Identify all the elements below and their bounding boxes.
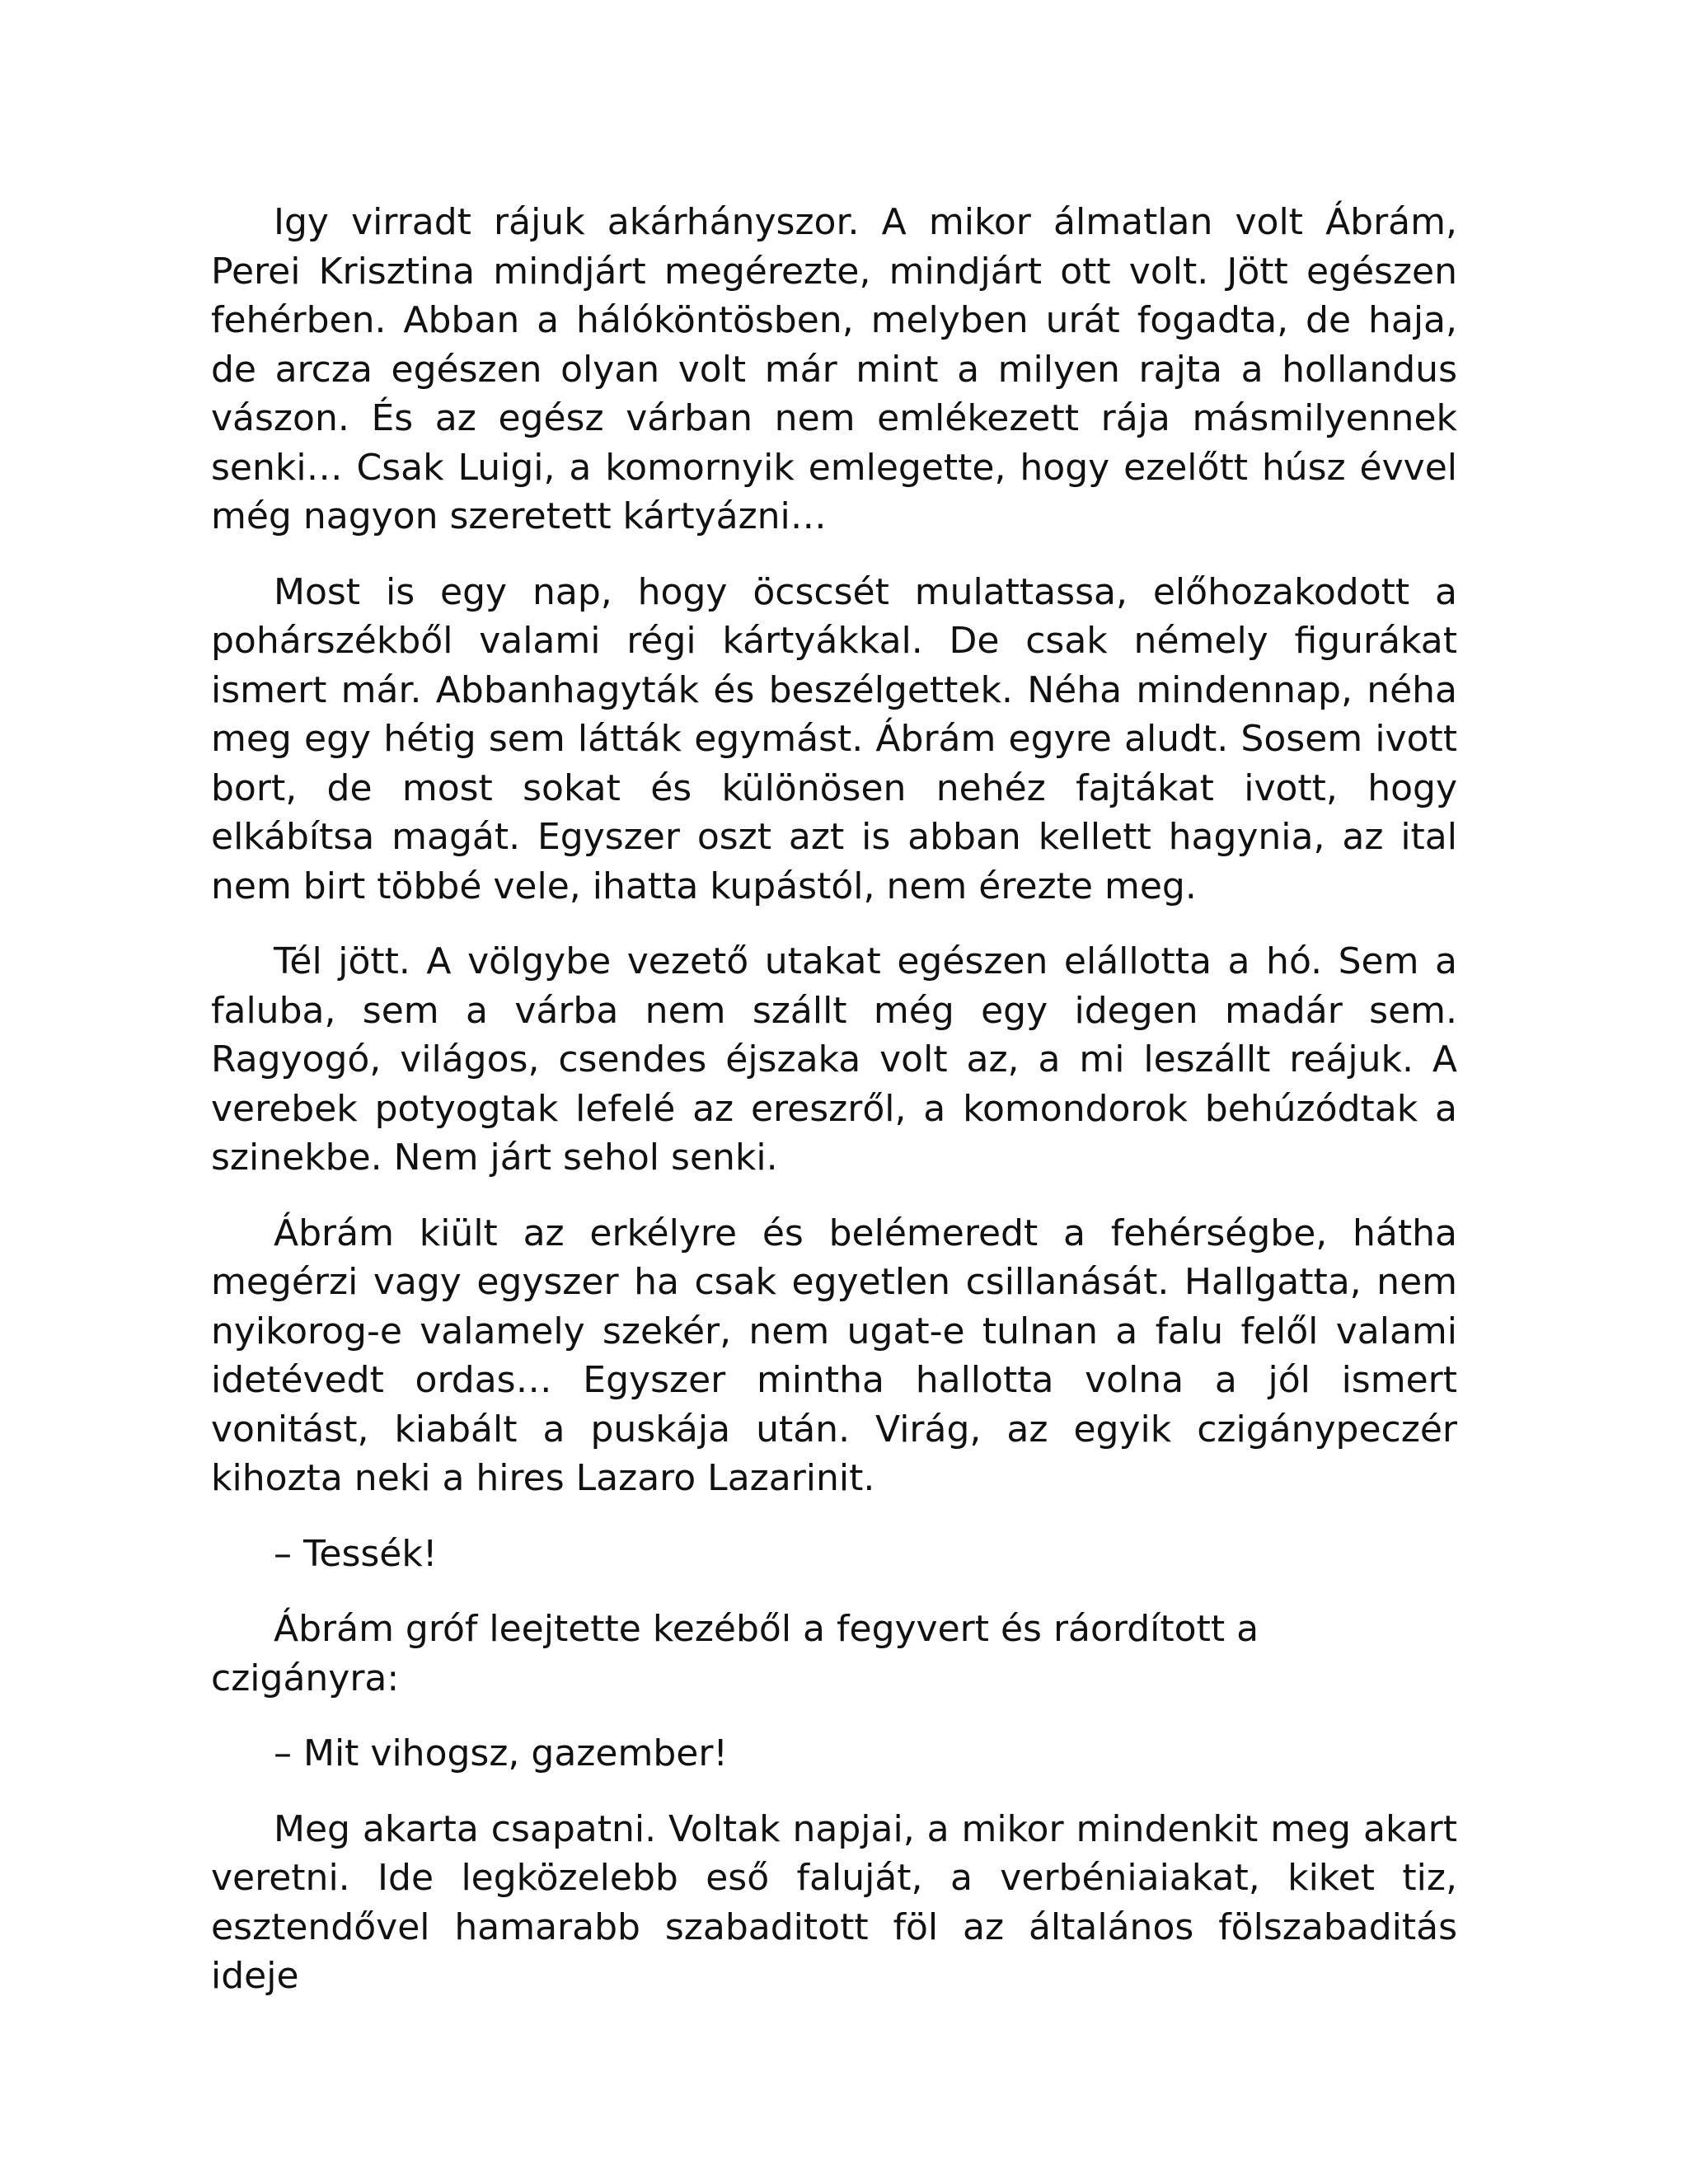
paragraph-3: Tél jött. A völgybe vezető utakat egészen elállotta a hó. Sem a faluba, sem a várba nem szállt még egy idegen madár sem. Ragyogó, világos, csendes éjszaka volt az, a mi leszállt reájuk. A verebek potyogtak lefelé az ereszről, a komondorok behúzódtak a szinekbe. Nem járt sehol senki. [211,940,1457,1179]
paragraph-6: Meg akarta csapatni. Voltak napjai, a mikor mindenkit meg akart veretni. Ide legközelebb eső faluját, a verbéniaiakat, kiket tiz, esztendővel hamarabb szabaditott föl az általános fölszabaditás ideje [211,1807,1457,1997]
paragraph-2: Most is egy nap, hogy öcscsét mulattassa, előhozakodott a pohárszékből valami régi kártyákkal. De csak némely figurákat ismert már. Abbanhagyták és beszélgettek. Néha mindennap, néha meg egy hétig sem látták egymást. Ábrám egyre aludt. Sosem ivott bort, de most sokat és különösen nehéz fajtákat ivott, hogy elkábítsa magát. Egyszer oszt azt is abban kellett hagynia, az ital nem birt többé vele, ihatta kupástól, nem érezte meg. [211,570,1457,907]
dialogue-line-2: – Mit vihogsz, gazember! [274,1732,729,1774]
paragraph-5: Ábrám gróf leejtette kezéből a fegyvert és ráordított a czigányra: [211,1608,1259,1699]
book-page [211,198,1457,2001]
paragraph-1: Igy virradt rájuk akárhányszor. A mikor álmatlan volt Ábrám, Perei Krisztina mindjárt megérezte, mindjárt ott volt. Jött egészen fehérben. Abban a hálóköntösben, melyben urát fogadta, de haja, de arcza egészen olyan volt már mint a milyen rajta a hollandus vászon. És az egész várban nem emlékezett rája másmilyennek senki… Csak Luigi, a komornyik emlegette, hogy ezelőtt húsz évvel még nagyon szeretett kártyázni… [211,201,1457,537]
paragraph-4: Ábrám kiült az erkélyre és belémeredt a fehérségbe, hátha megérzi vagy egyszer ha csak egyetlen csillanását. Hallgatta, nem nyikorog-e valamely szekér, nem ugat-e tulnan a falu felől valami idetévedt ordas… Egyszer mintha hallotta volna a jól ismert vonitást, kiabált a puskája után. Virág, az egyik czigánypeczér kihozta neki a hires Lazaro Lazarinit. [211,1212,1457,1499]
dialogue-line-1: – Tessék! [274,1532,438,1575]
